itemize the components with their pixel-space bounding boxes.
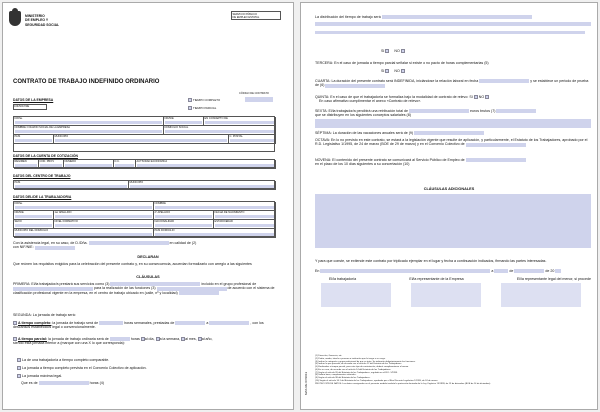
workplace-address-field[interactable] [179,291,219,295]
collective-agreement-field[interactable] [466,143,526,147]
cif-cell[interactable]: CIF/NIF/NIE [13,104,47,110]
to-day-field[interactable] [209,321,249,325]
full-time-option[interactable]: TIEMPO COMPLETO [188,98,220,102]
salary-field[interactable] [409,109,469,113]
option-c4: Que es de horas (4) [21,381,104,385]
worker-state-cell[interactable]: ESTADO/EDAD [214,220,276,229]
triplicate-text: Y para que conste, se extiende este contrato por triplicado ejemplar en el lugar y fecha a continuación indicados, firmando las partes interesadas. [315,259,547,263]
company-address-cell[interactable]: DOMICILIO SOCIAL [164,126,276,135]
worker-country-cell[interactable]: PAÍS DOMICILIO [154,229,276,238]
part-time-option[interactable]: TIEMPO PARCIAL [188,106,216,110]
ministry-name: MINISTERIO DE EMPLEO Y SEGURIDAD SOCIAL [25,14,60,27]
worker-birth-cell[interactable]: FECHA DE NACIMIENTO [214,211,276,220]
centro-grid [13,180,275,189]
professional-group-field[interactable] [13,287,93,291]
worker-signature-area[interactable] [321,283,391,307]
legal-rep-signature-label: El/la representante legal del menor, si procede [516,277,591,281]
page-title: CONTRATO DE TRABAJO INDEFINIDO ORDINARIO [13,79,160,85]
company-concepto-cell[interactable]: EN CONCEPTO DE [204,117,276,126]
option-c1: La de una trabajador/a a tiempo completo comparable. [17,358,109,362]
worker-name-cell[interactable]: NOMBRE [154,202,276,211]
distribution-line: La distribución del tiempo de trabajo será [315,15,593,19]
worker-municipality-cell[interactable]: MUNICIPIO DEL DOMICILIO [14,229,154,238]
legal-rep-signature-area[interactable] [501,283,581,307]
yes-checkbox-1[interactable] [385,49,389,53]
option-b-checkbox[interactable] [13,337,17,341]
max-hours-field[interactable] [39,381,89,385]
company-postal-cell[interactable]: C. POSTAL [229,135,276,144]
sexta-clause: SEXTA: El/la trabajador/a percibirá una retribución total de euros brutos (7) que se distribuyen en los siguientes conceptos salariales (8) [315,109,591,118]
signing-year-field[interactable] [555,269,561,273]
company-dna-cell[interactable]: D/Dña. [14,117,164,126]
option-c2: La jornada a tiempo completo prevista en el Convenio Colectivo de aplicación. [17,366,147,370]
functions-field[interactable] [157,287,227,291]
no-checkbox-1[interactable] [401,49,405,53]
quinta-clause: QUINTA: En el caso de que el trabajador/a se formaliza bajo la modalidad de contrato de relevo: SI NO En caso afirmativo cumplimentar el anexo «Contrato de relevo». [315,95,591,104]
centro-country-cell[interactable]: PAÍS [14,181,129,190]
weekly-hours-field[interactable] [99,321,123,325]
actividad-cell[interactable]: ACTIVIDAD ECONÓMICA [136,160,276,169]
company-signature-label: El/la representante de la Empresa [409,277,464,281]
option-a-checkbox[interactable] [13,321,17,325]
company-section-title: DATOS DE LA EMPRESA [13,98,54,102]
coat-of-arms-icon [9,11,21,26]
tercera-clause: TERCERA: En el caso de jornada a tiempo parcial señalar si existe o no pacto de horas complementarias (5) [315,61,489,65]
service-stamp: SERVICIO PÚBLICO DE EMPLEO ESTATAL [231,11,281,20]
page-one [2,2,294,410]
worker-sex-cell[interactable]: SEXO [14,220,54,229]
company-signature-area[interactable] [411,283,481,307]
footnotes: (1) Dirección, Gerencia, etc. (2) Padre, madre, tutor/a o persona o institución que le tenga a su cargo. (3) Indicar la categoría o grupo profesional de que se trate. Se indicarán obligatoriamente las funciones. (4) Indicar lo que proceda, de acuerdo con el artículo 12 del Estatuto de los Trabajadores. (5) Realizadas a tiempo parcial, para este tipo de contratación, deberá cumplimentarse el anexo. (6) En su caso, de acuerdo con el artículo 14 del Estatuto de los Trabajadores. (7) Según el artículo 26 del Estatuto de los Trabajadores, regulado en el R.D. 1/1995. (8) Salario base, complementos salariales. (9) Según el artículo 38 del Estatuto de los Trabajadores. (10) Según el artículo 16.1 del Estatuto de los Trabajadores, aprobado por el Real Decreto Legislativo 1/1995, de 24 de marzo. PROTECCIÓN DE DATOS: Los datos consignados en el presente modelo tendrán la protección derivada de la Ley Orgánica 15/1999, de 13 de diciembre (BOE de 14 de diciembre). [315,355,491,385]
relevo-yes-checkbox[interactable] [474,95,478,99]
salary-period-field[interactable] [496,109,536,113]
option-c3-checkbox[interactable] [17,374,21,378]
worker-grid [13,201,275,237]
part-time-distribution-field[interactable] [315,31,585,34]
additional-clauses-field[interactable] [315,194,591,248]
primera-clause: PRIMERA: El/la trabajador/a prestará sus servicios como (3) incluido en el grupo profesional de para la realización de las funciones (3) de acuerdo con el sistema de clasificación profesional vigente en la empresa, en el centro de trabajo ubicado en (calle, nº y localidad) [13,282,275,295]
option-c2-checkbox[interactable] [17,366,21,370]
page-two [300,2,598,410]
centro-section-title: DATOS DEL CENTRO DE TRABAJO [13,174,71,178]
requisites-text: Que reúnen los requisitos exigidos para la celebración del presente contrato y, en su consecuencia, acuerdan formalizarlo con arreglo a las siguientes [13,262,252,266]
company-country-cell[interactable]: PAÍS [14,135,54,144]
cotizacion-grid [13,159,275,168]
centro-municipality-cell[interactable]: MUNICIPIO [129,181,276,190]
yes-no-row-2: SI NO [381,69,405,73]
distribution-field[interactable] [382,15,532,19]
vacation-field[interactable] [414,131,484,135]
cuarta-clause: CUARTA: La duración del presente contrato será INDEFINIDA, iniciándose la relación laboral en fecha y se establece un periodo de prueba de (6) [315,79,589,88]
assistant-nif-field[interactable] [35,246,75,250]
company-name-cell[interactable]: NOMBRE O RAZÓN SOCIAL DE LA EMPRESA [14,126,164,135]
trial-period-field[interactable] [325,84,385,88]
option-full-time: A tiempo completo: la jornada de trabajo será de horas semanales, prestadas de a , con los descansos establecidos legal o convencionalmente. [13,321,264,330]
dc-cell[interactable]: D.C. [114,160,136,169]
octava-clause: OCTAVA: En lo no previsto en este contrato, se estará a la legislación vigente que resulte de aplicación, y particularmente, el Estatuto de los Trabajadores, aprobado por el R.D. Legislativo 1/1995, de 24 de marzo (BOE de 29 de marzo) y en el Convenio Colectivo de [315,138,588,147]
worker-nif-cell[interactable]: NIF/NIE [14,211,54,220]
no-checkbox-2[interactable] [401,69,405,73]
distribution-field-2[interactable] [315,22,591,26]
signing-day-field[interactable] [494,269,508,273]
signing-place-field[interactable] [320,269,490,273]
option-c3: La jornada máxima legal. [17,374,62,378]
company-municipality-cell[interactable]: MUNICIPIO [54,135,229,144]
septima-clause: SÉPTIMA: La duración de las vacaciones anuales será de (9) [315,131,591,135]
cod-prov-cell[interactable]: COD. PROV [39,160,64,169]
worker-surname2-cell[interactable]: 2º APELLIDO [154,211,214,220]
job-title-field[interactable] [110,282,200,286]
worker-level-cell[interactable]: NIVEL FORMATIVO [54,220,154,229]
from-day-field[interactable] [175,321,205,325]
company-grid [13,116,275,152]
relevo-no-checkbox[interactable] [485,95,489,99]
employment-service-field[interactable] [466,158,526,162]
cotizacion-section-title: DATOS DE LA CUENTA DE COTIZACIÓN [13,154,78,158]
worker-nationality-cell[interactable]: NACIONALIDAD [154,220,214,229]
clausulas-heading: CLÁUSULAS [136,275,160,279]
assistant-name-field[interactable] [89,241,169,245]
option-part-time: A tiempo parcial: la jornada de trabajo ordinaria será de horas al día, a la semana, al mes, al año, siendo esta jornada inferior a (marque con una X lo que corresponda): [13,337,213,346]
numero-cell[interactable]: NÚMERO [64,160,114,169]
worker-signature-label: El/la trabajador/a [329,277,357,281]
start-date-field[interactable] [479,79,529,83]
contract-code-label: CÓDIGO DE CONTRATO [239,92,269,95]
yes-checkbox-2[interactable] [385,69,389,73]
segunda-clause-title: SEGUNDA: La jornada de trabajo será: [13,313,76,317]
salary-concepts-field[interactable] [315,119,591,128]
contract-code-field[interactable] [245,97,273,102]
option-c1-checkbox[interactable] [17,358,21,362]
signing-place-line: En a de de 20 [315,269,591,273]
signing-month-field[interactable] [514,269,544,273]
novena-clause: NOVENA: El contenido del presente contrato se comunicará al Servicio Público de Empleo de en el plazo de los 10 días siguientes a su concertación (10) [315,158,591,167]
worker-surname-cell[interactable]: 1er APELLIDO [54,211,154,220]
part-time-checkbox[interactable] [188,106,192,110]
legal-assistance-line: Con la asistencia legal, en su caso, de D./Dña. en calidad de (2) con NIF/NIE: [13,241,197,250]
part-time-distribution-text [315,31,591,43]
additional-clauses-heading: CLÁUSULAS ADICIONALES [423,187,475,191]
worker-section-title: DATOS DEL/DE LA TRABAJADOR/A [13,195,72,199]
company-nif-cell[interactable]: NIF/NIE [164,117,204,126]
part-hours-field[interactable] [110,337,130,341]
form-side-code: MAS RE 07/2013 [304,371,308,395]
signature-labels [315,277,591,281]
regimen-cell[interactable]: RÉGIMEN [14,160,39,169]
yes-no-row-1: SI NO [381,49,405,53]
worker-dna-cell[interactable]: D/Dña. [14,202,154,211]
full-time-checkbox[interactable] [188,98,192,102]
declaran-heading: DECLARAN [137,255,159,259]
